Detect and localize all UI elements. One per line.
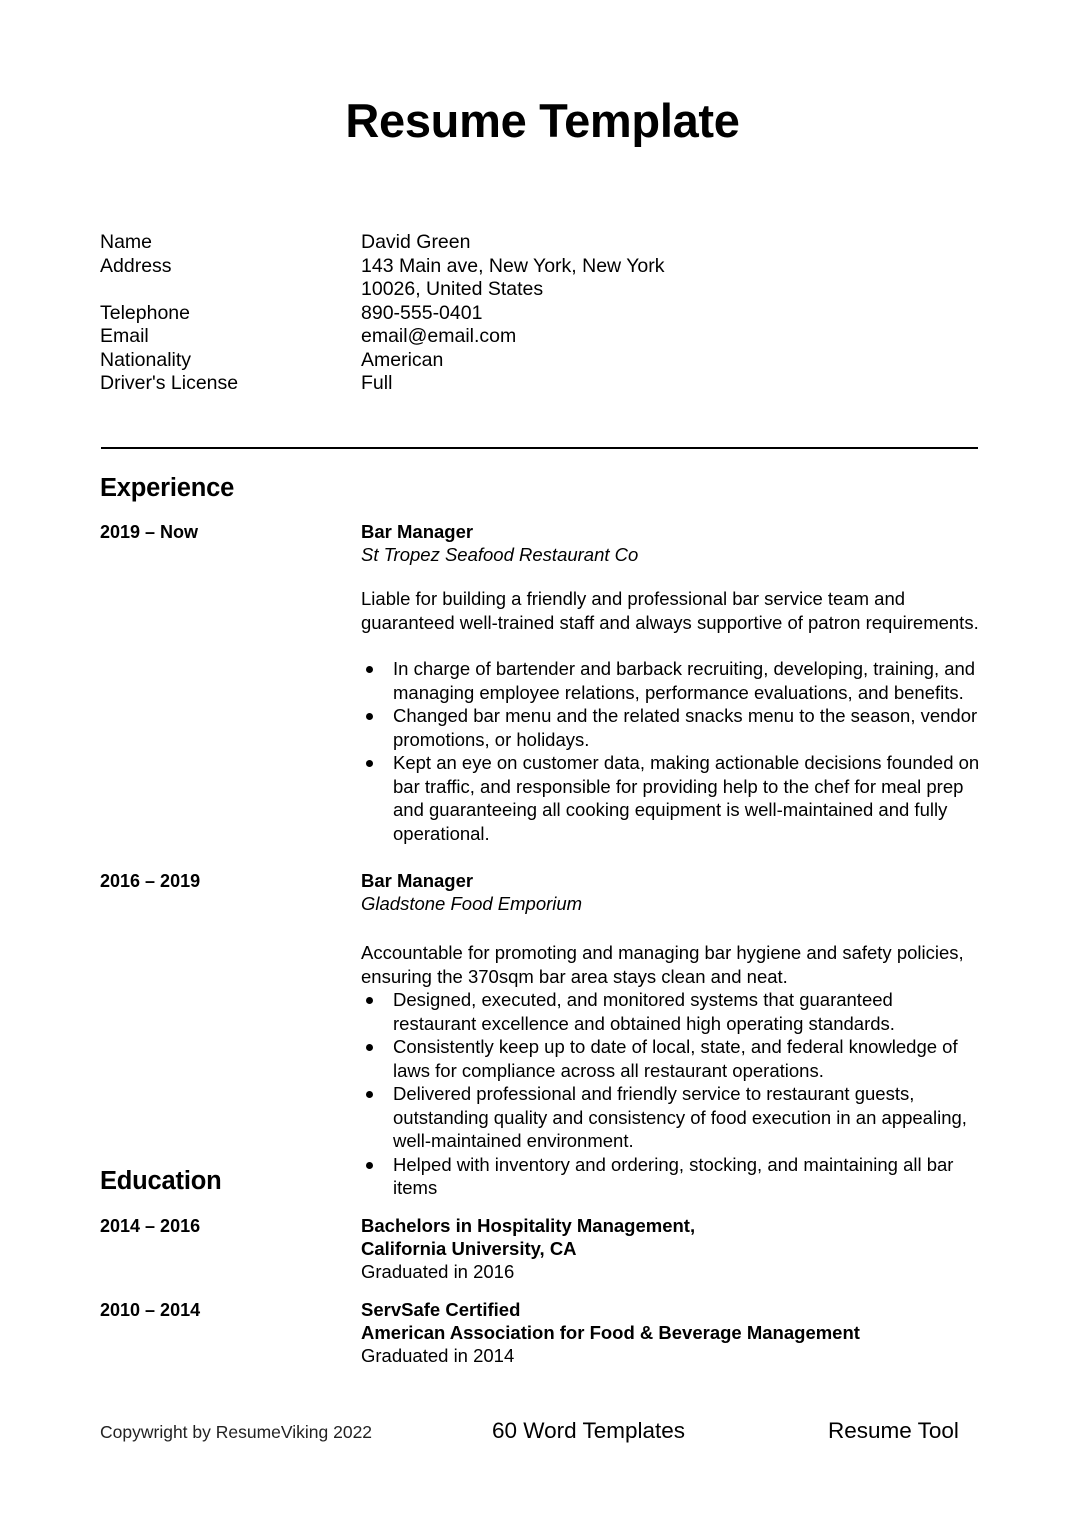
list-item-text: Changed bar menu and the related snacks menu to the season, vendor promotions, or holidays.	[393, 705, 978, 750]
job-summary: Accountable for promoting and managing bar hygiene and safety policies, ensuring the 370sqm bar area stays clean and neat.	[361, 942, 964, 987]
contact-label-name: Name	[100, 231, 153, 253]
job-summary: Liable for building a friendly and professional bar service team and guaranteed well-trained staff and always supportive of patron requirements.	[361, 588, 979, 633]
education-entry	[100, 1298, 980, 1367]
contact-row-email	[100, 325, 980, 349]
section-divider	[101, 447, 978, 449]
job-title: Bar Manager	[361, 870, 474, 891]
job-bullet-list	[361, 988, 980, 1200]
contact-label-telephone: Telephone	[100, 301, 190, 324]
entry-body	[361, 1214, 980, 1283]
education-graduation: Graduated in 2014	[361, 1345, 515, 1366]
bullet-dot-icon	[366, 666, 373, 673]
footer-copyright: Copywright by ResumeViking 2022	[100, 1422, 373, 1442]
job-company: St Tropez Seafood Restaurant Co	[361, 544, 639, 565]
contact-row-drivers-license	[100, 372, 980, 396]
contact-value-line: 10026, United States	[361, 278, 544, 300]
contact-row-nationality	[100, 349, 980, 373]
footer-resume-tool-link[interactable]: Resume Tool	[828, 1418, 959, 1443]
contact-row-name	[100, 231, 980, 255]
contact-details	[100, 231, 980, 396]
experience-entry	[100, 520, 980, 845]
list-item-text: Consistently keep up to date of local, state, and federal knowledge of laws for compliance across all restaurant operations.	[393, 1036, 958, 1081]
section-heading-experience: Experience	[100, 474, 235, 502]
footer-word-templates-link[interactable]: 60 Word Templates	[492, 1418, 686, 1443]
job-title: Bar Manager	[361, 521, 474, 542]
list-item-text: Kept an eye on customer data, making actionable decisions founded on bar traffic, and responsible for providing help to the chef for meal prep and guaranteeing all cooking equipment is well-maintained and fully operational.	[393, 752, 980, 844]
page-title: Resume Template	[345, 94, 740, 147]
list-item	[361, 657, 980, 704]
contact-value-line: Full	[361, 372, 393, 394]
list-item	[361, 1035, 980, 1082]
contact-row-address	[100, 255, 980, 302]
entry-body	[361, 520, 980, 845]
education-degree: ServSafe Certified	[361, 1299, 521, 1320]
job-bullet-list	[361, 657, 980, 845]
entry-period: 2014 – 2016	[100, 1216, 201, 1236]
contact-label-nationality: Nationality	[100, 348, 192, 371]
education-institution: California University, CA	[361, 1238, 577, 1259]
list-item-text: Designed, executed, and monitored systems that guaranteed restaurant excellence and obtained high operating standards.	[393, 989, 895, 1034]
bullet-dot-icon	[366, 1162, 373, 1169]
list-item	[361, 704, 980, 751]
contact-label-email: Email	[100, 325, 149, 347]
education-graduation: Graduated in 2016	[361, 1261, 515, 1282]
entry-body	[361, 869, 980, 1200]
entry-period: 2019 – Now	[100, 522, 199, 542]
bullet-dot-icon	[366, 997, 373, 1004]
bullet-dot-icon	[366, 713, 373, 720]
contact-value-line: 143 Main ave, New York, New York	[361, 254, 665, 277]
contact-value-telephone	[361, 302, 980, 326]
education-degree: Bachelors in Hospitality Management,	[361, 1215, 696, 1236]
list-item	[361, 988, 980, 1035]
section-heading-education: Education	[100, 1167, 222, 1195]
bullet-dot-icon	[366, 760, 373, 767]
contact-value-drivers-license	[361, 372, 980, 396]
contact-value-line: David Green	[361, 231, 471, 253]
contact-row-telephone	[100, 302, 980, 326]
contact-value-name	[361, 231, 980, 255]
contact-value-nationality	[361, 349, 980, 373]
list-item-text: Helped with inventory and ordering, stocking, and maintaining all bar items	[393, 1153, 954, 1198]
contact-value-email	[361, 325, 980, 349]
experience-entry	[100, 869, 980, 1200]
contact-value-address	[361, 255, 980, 302]
entry-body	[361, 1298, 980, 1367]
contact-label-drivers-license: Driver's License	[100, 372, 239, 394]
contact-label-address: Address	[100, 254, 172, 277]
bullet-dot-icon	[366, 1091, 373, 1098]
entry-period: 2016 – 2019	[100, 871, 201, 891]
list-item	[361, 1082, 980, 1153]
contact-value-line: American	[361, 348, 444, 371]
contact-value-line: email@email.com	[361, 325, 517, 347]
bullet-dot-icon	[366, 1044, 373, 1051]
list-item-text: In charge of bartender and barback recruiting, developing, training, and managing employee relations, performance evaluations, and benefits.	[393, 658, 976, 703]
entry-period: 2010 – 2014	[100, 1300, 201, 1320]
education-entry	[100, 1214, 980, 1283]
contact-value-line: 890-555-0401	[361, 301, 483, 324]
job-company: Gladstone Food Emporium	[361, 893, 583, 914]
list-item-text: Delivered professional and friendly service to restaurant guests, outstanding quality and consistency of food execution in an appealing, well-maintained environment.	[393, 1083, 967, 1151]
education-institution: American Association for Food & Beverage Management	[361, 1322, 860, 1343]
list-item	[361, 751, 980, 845]
list-item	[361, 1153, 980, 1200]
